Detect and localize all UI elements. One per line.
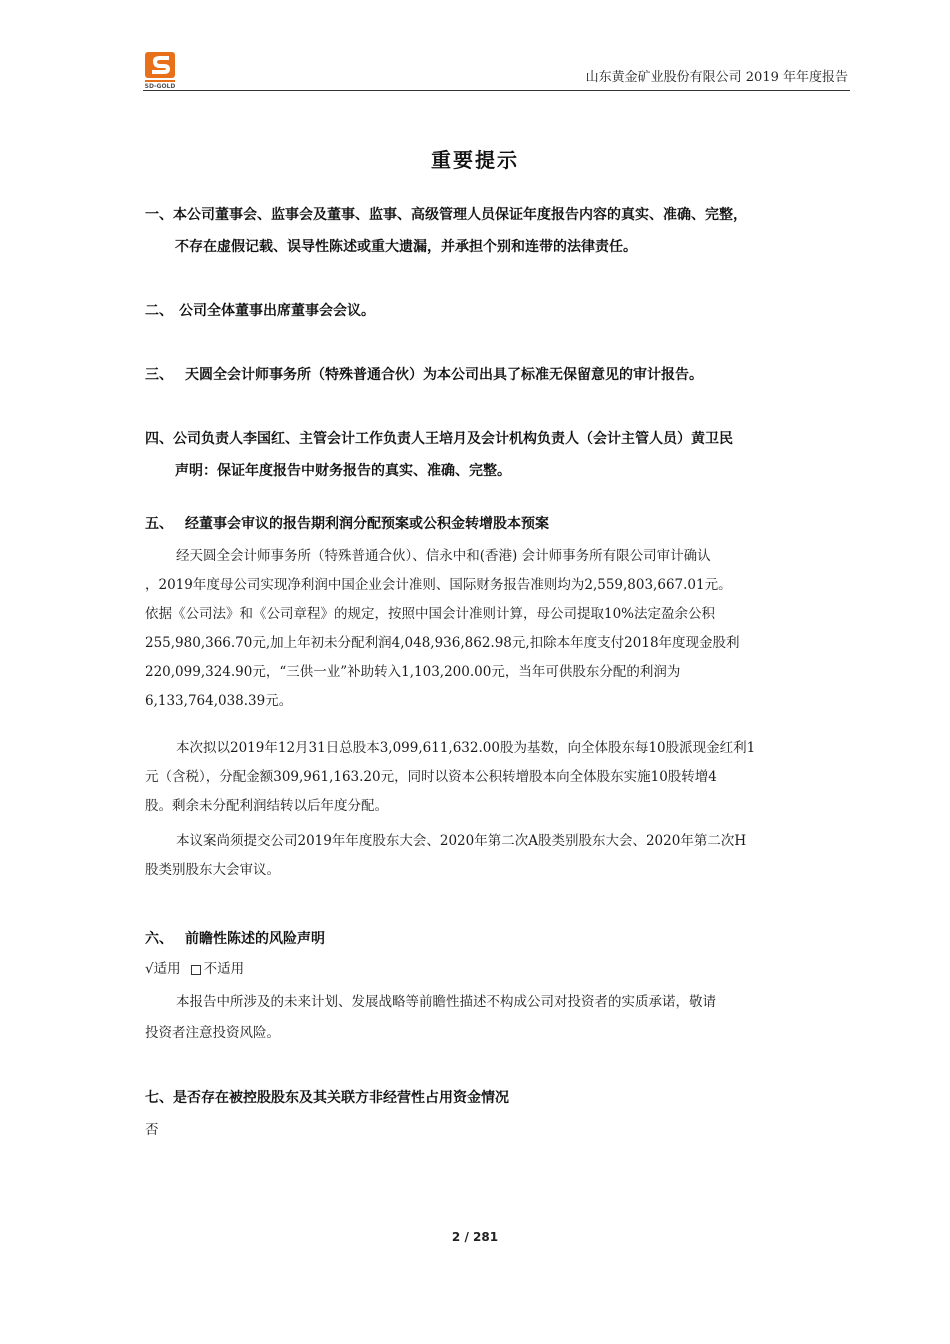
sd-gold-logo-icon (143, 50, 185, 90)
logo-text: SD-GOLD (144, 83, 176, 90)
section-2-heading (145, 296, 850, 326)
section-4-heading (145, 424, 850, 454)
section-3-number: 三、 (145, 367, 173, 383)
section-1-number: 一、 (145, 207, 173, 223)
document-title: 重要提示 (431, 148, 519, 172)
paragraph-line: 本次拟以2019年12月31日总股本3,099,611,632.00股为基数，向全体股东每10股派现金红利1 (176, 740, 756, 756)
section-1-line-2: 不存在虚假记载、误导性陈述或重大遗漏，并承担个别和连带的法律责任。 (175, 239, 637, 255)
page-number: 2 / 281 (451, 1230, 499, 1244)
section-5-text: 经董事会审议的报告期利润分配预案或公积金转增股本预案 (185, 516, 549, 532)
paragraph-line: 本议案尚须提交公司2019年年度股东大会、2020年第二次A股类别股东大会、2020年第二次H (176, 833, 747, 849)
section-7-answer: 否 (145, 1122, 159, 1138)
section-7-heading (145, 1083, 850, 1113)
section-3-heading (145, 360, 850, 390)
checkbox-icon (191, 965, 201, 975)
section-4-line-2: 声明：保证年度报告中财务报告的真实、准确、完整。 (175, 463, 511, 479)
section-2-text: 公司全体董事出席董事会会议。 (179, 303, 375, 319)
paragraph-line: 依据《公司法》和《公司章程》的规定，按照中国会计准则计算，母公司提取10%法定盈余公积 (145, 606, 716, 622)
paragraph-line: 元（含税），分配金额309,961,163.20元，同时以资本公积转增股本向全体股东实施10股转增4 (145, 769, 717, 785)
paragraph-line: 股。剩余未分配利润结转以后年度分配。 (145, 798, 388, 814)
section-5-heading (145, 509, 850, 539)
section-7-text: 是否存在被控股股东及其关联方非经营性占用资金情况 (173, 1090, 509, 1106)
section-6-heading (145, 924, 850, 954)
section-3-text: 天圆全会计师事务所（特殊普通合伙）为本公司出具了标准无保留意见的审计报告。 (185, 367, 703, 383)
section-6-number: 六、 (145, 931, 173, 947)
applicable-option: √适用 (145, 961, 181, 977)
section-1-line-1: 本公司董事会、监事会及董事、监事、高级管理人员保证年度报告内容的真实、准确、完整， (173, 207, 747, 223)
section-4-number: 四、 (145, 431, 173, 447)
paragraph-line: 经天圆全会计师事务所（特殊普通合伙）、信永中和(香港) 会计师事务所有限公司审计确认 (176, 548, 711, 564)
section-5-number: 五、 (145, 516, 173, 532)
report-title: 山东黄金矿业股份有限公司 2019 年年度报告 (585, 70, 848, 85)
paragraph-line: 220,099,324.90元，“三供一业”补助转入1,103,200.00元，当年可供股东分配的利润为 (145, 664, 681, 680)
section-1-heading (145, 200, 850, 230)
section-6-text: 前瞻性陈述的风险声明 (185, 931, 325, 947)
section-2-number: 二、 (145, 303, 173, 319)
not-applicable-option: 不适用 (203, 961, 245, 977)
section-7-number: 七、 (145, 1090, 173, 1106)
paragraph-line: 股类别股东大会审议。 (145, 862, 280, 878)
paragraph-line: 投资者注意投资风险。 (145, 1025, 280, 1041)
paragraph-line: ，2019年度母公司实现净利润中国企业会计准则、国际财务报告准则均为2,559,803,667.01元。 (145, 577, 732, 593)
paragraph-line: 本报告中所涉及的未来计划、发展战略等前瞻性描述不构成公司对投资者的实质承诺，敬请 (176, 994, 716, 1010)
section-4-line-1: 公司负责人李国红、主管会计工作负责人王培月及会计机构负责人（会计主管人员）黄卫民 (173, 431, 733, 447)
paragraph-line: 6,133,764,038.39元。 (145, 693, 293, 709)
page-header (143, 50, 850, 91)
applicability-line (145, 955, 851, 984)
paragraph-line: 255,980,366.70元,加上年初未分配利润4,048,936,862.98元,扣除本年度支付2018年度现金股利 (145, 635, 740, 651)
